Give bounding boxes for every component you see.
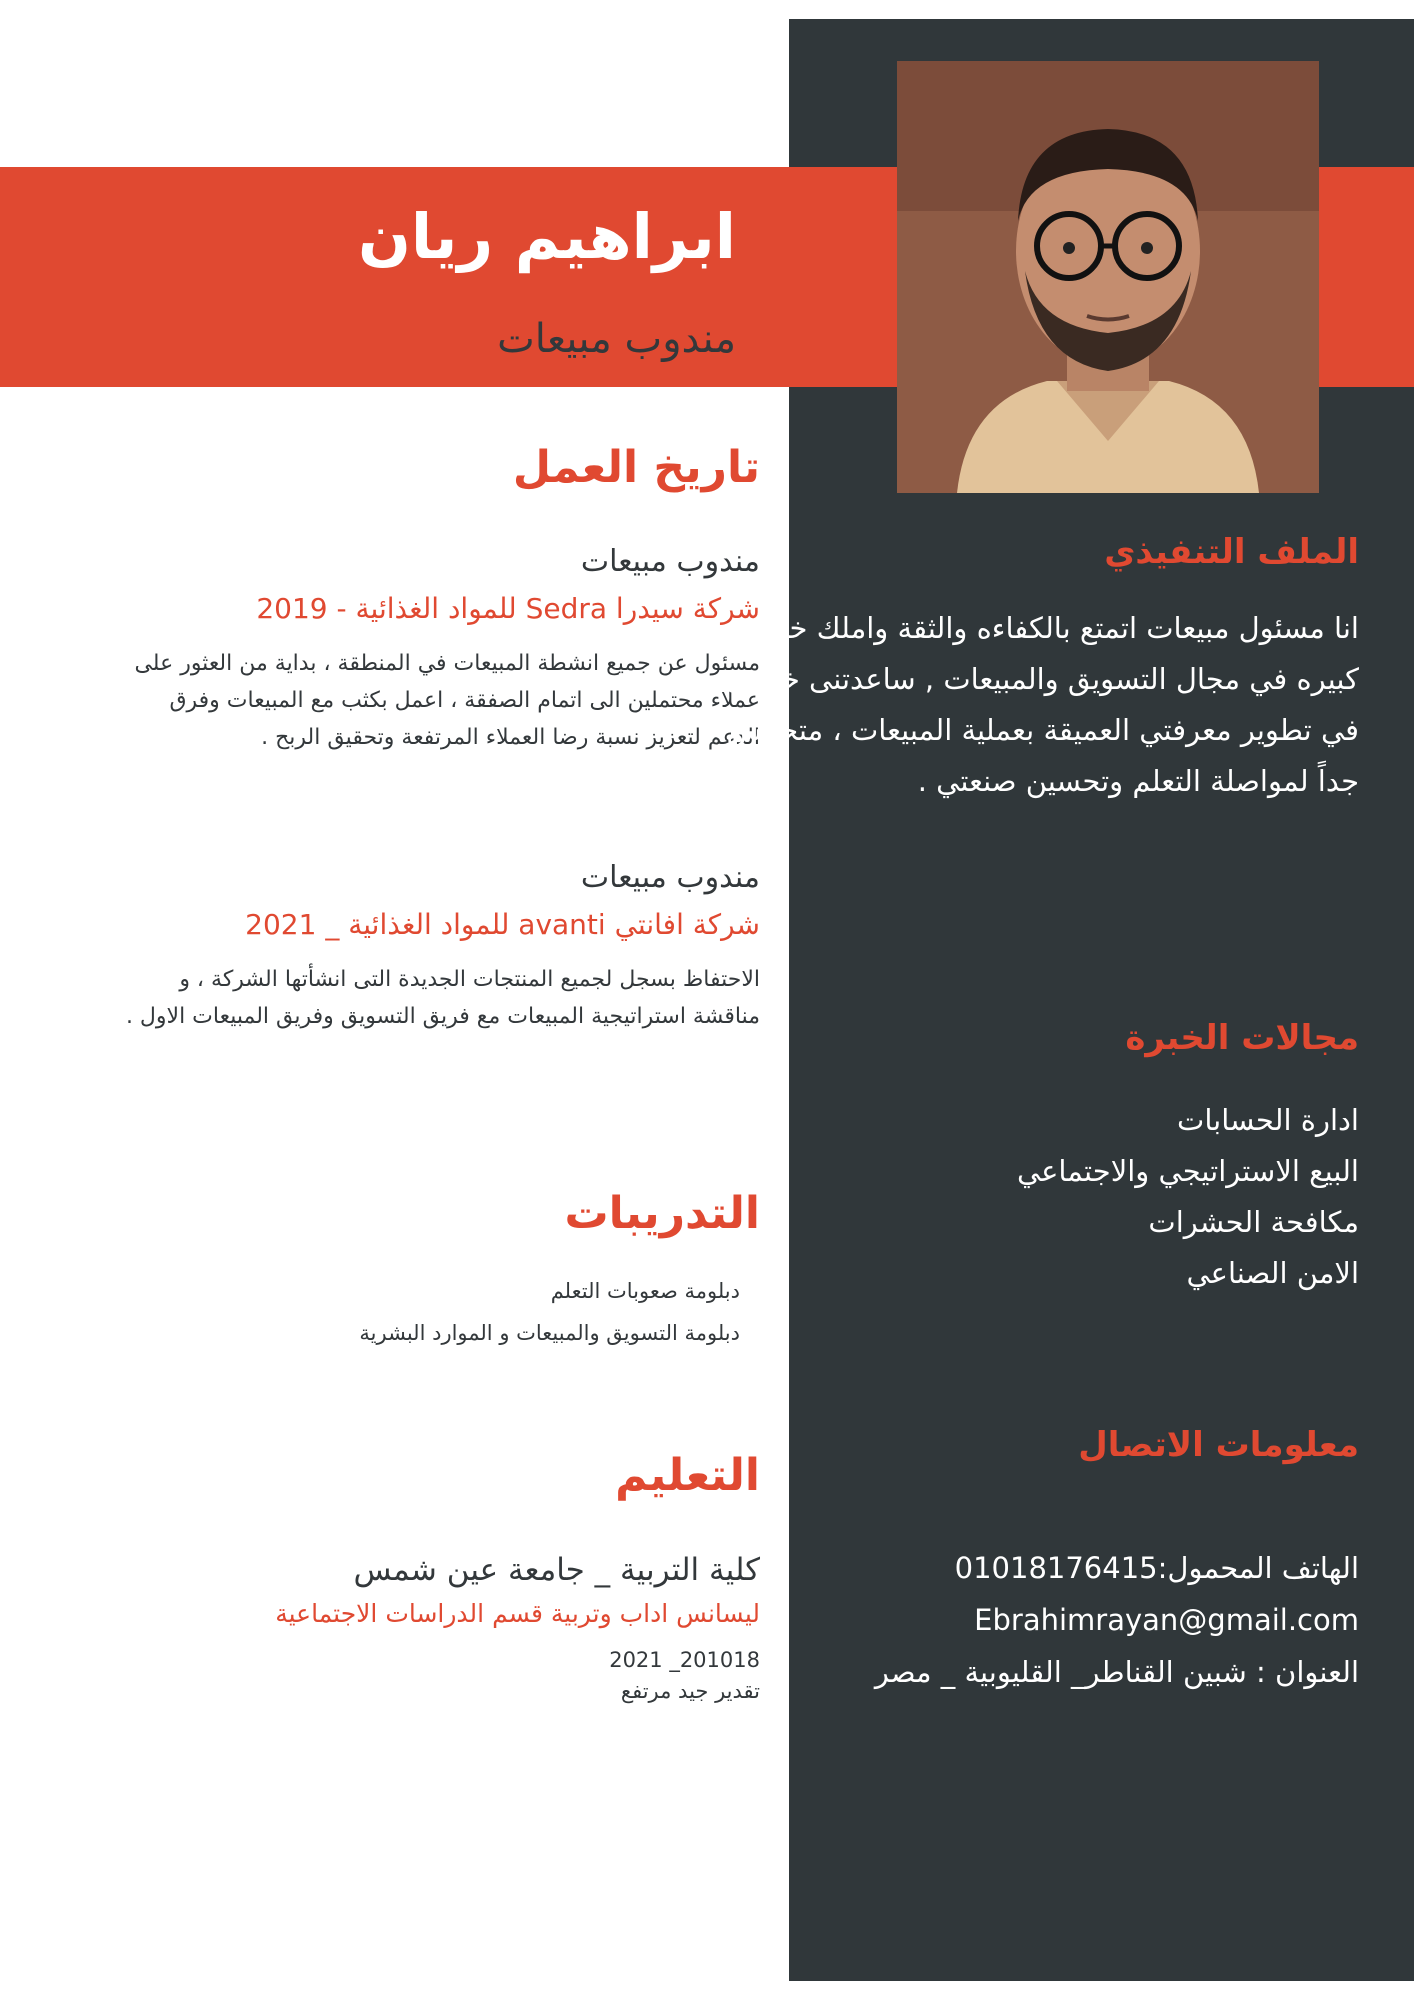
expertise-section — [699, 1018, 1359, 1299]
person-job-title: مندوب مبيعات — [497, 316, 736, 362]
profile-text: انا مسئول مبيعات اتمتع بالكفاءه والثقة واملك خبرة كبيره في مجال التسويق والمبيعات , ساعدتنى خبرتي في تطوير معرفتي العميقة بعملية المبيعات ، متحمس جداً لمواصلة التعلم وتحسين صنعتي . — [724, 610, 1359, 798]
work-history-heading: تاريخ العمل — [512, 442, 760, 493]
contact-phone: الهاتف المحمول:01018176415 — [954, 1550, 1359, 1585]
education-entry — [120, 1550, 760, 1708]
portrait-illustration — [897, 61, 1319, 493]
job-company: شركة افانتي avanti للمواد الغذائية _ 2021 — [245, 908, 760, 941]
contact-section — [699, 1425, 1359, 1698]
job-position: مندوب مبيعات — [580, 544, 760, 579]
training-section — [120, 1188, 760, 1241]
contact-address: العنوان : شبين القناطر_ القليوبية _ مصر — [874, 1654, 1359, 1689]
training-item: دبلومة صعوبات التعلم — [550, 1279, 740, 1303]
training-item: دبلومة التسويق والمبيعات و الموارد البشرية — [359, 1320, 740, 1345]
education-heading: التعليم — [615, 1450, 760, 1501]
job-company: شركة سيدرا Sedra للمواد الغذائية - 2019 — [256, 592, 760, 625]
expertise-item: الامن الصناعي — [1186, 1255, 1359, 1290]
education-years: 2021 _201018 — [609, 1647, 760, 1672]
contact-email[interactable]: Ebrahimrayan@gmail.com — [974, 1602, 1359, 1637]
profile-heading: الملف التنفيذي — [1104, 532, 1359, 572]
expertise-heading: مجالات الخبرة — [1125, 1018, 1359, 1058]
job-position: مندوب مبيعات — [580, 860, 760, 895]
contact-list — [699, 1542, 1359, 1698]
education-degree: ليسانس اداب وتربية قسم الدراسات الاجتماعية — [275, 1599, 760, 1629]
expertise-item: مكافحة الحشرات — [1148, 1204, 1359, 1239]
person-name: ابراهيم ريان — [357, 200, 736, 273]
education-section — [120, 1450, 760, 1503]
job-description: مسئول عن جميع انشطة المبيعات في المنطقة ، بداية من العثور على عملاء محتملين الى اتمام الصفقة ، اعمل بكثب مع المبيعات وفرق الدعم لتعزيز نسبة رضا العملاء المرتفعة وتحقيق الربح . — [134, 651, 760, 751]
contact-heading: معلومات الاتصال — [1078, 1425, 1359, 1465]
education-grade: تقدير جيد مرتفع — [620, 1679, 760, 1704]
expertise-item: ادارة الحسابات — [1177, 1102, 1359, 1137]
training-list — [100, 1275, 740, 1350]
job-entry — [120, 858, 760, 1035]
expertise-list — [699, 1095, 1359, 1299]
training-heading: التدريبات — [564, 1188, 760, 1239]
job-description: الاحتفاظ بسجل لجميع المنتجات الجديدة التى انشأتها الشركة ، و مناقشة استراتيجية المبيعات مع فريق التسويق وفريق المبيعات الاول . — [125, 967, 760, 1030]
profile-section — [699, 532, 1359, 807]
expertise-item: البيع الاستراتيجي والاجتماعي — [1016, 1153, 1359, 1188]
profile-photo — [897, 61, 1319, 493]
work-history-section — [120, 442, 760, 495]
job-entry — [120, 542, 760, 756]
education-school: كلية التربية _ جامعة عين شمس — [353, 1552, 760, 1588]
